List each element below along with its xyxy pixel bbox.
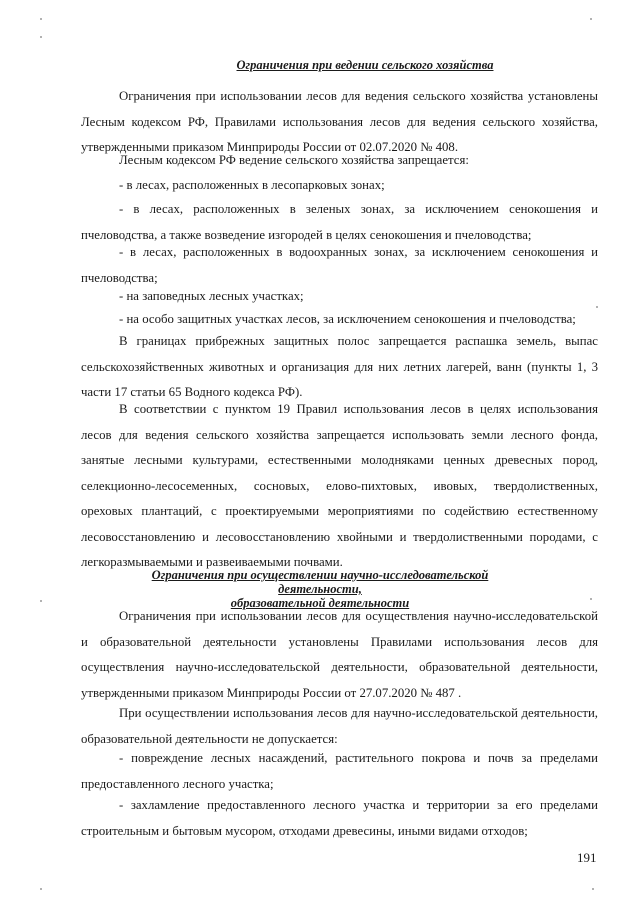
scan-speck xyxy=(40,18,42,20)
scan-speck xyxy=(592,888,594,890)
scan-speck xyxy=(596,306,598,308)
paragraph-agri-intro: Ограничения при использовании лесов для ведения сельского хозяйства установлены Лесным кодексом РФ, Правилами использования лесов для ведения сельского хозяйства, утвержденными приказом Минприроды России от 02.07.2020 № 408. xyxy=(81,89,598,154)
paragraph-coastal-strips: В границах прибрежных защитных полос запрещается распашка земель, выпас сельскохозяйственных животных и организация для них летних лагерей, ванн (пункты 1, 3 части 17 статьи 65 Водного кодекса РФ). xyxy=(81,334,598,399)
heading-line-1: Ограничения при осуществлении научно-исследовательской деятельности, xyxy=(151,568,489,596)
list-item: - в лесах, расположенных в водоохранных зонах, за исключением сенокошения и пчеловодства; xyxy=(81,245,598,285)
scan-speck xyxy=(590,18,592,20)
list-item: - в лесах, расположенных в зеленых зонах, за исключением сенокошения и пчеловодства, а также возведение изгородей в целях сенокошения и пчеловодства; xyxy=(81,202,598,242)
list-item: - в лесах, расположенных в лесопарковых зонах; xyxy=(119,178,385,192)
list-item: - захламление предоставленного лесного участка и территории за его пределами строительным и бытовым мусором, отходами древесины, иными видами отходов; xyxy=(81,798,598,838)
paragraph-research-intro: Ограничения при использовании лесов для осуществления научно-исследовательской и образовательной деятельности установлены Правилами использования лесов для осуществления научно-исследовательской деятельности, образовательной деятельности, утвержденными приказом Минприроды России от 27.07.2020 № 487 . xyxy=(81,609,598,700)
paragraph-agri-forbidden: Лесным кодексом РФ ведение сельского хозяйства запрещается: xyxy=(119,153,469,167)
list-item: - повреждение лесных насаждений, растительного покрова и почв за пределами предоставленного лесного участка; xyxy=(81,751,598,791)
scan-speck xyxy=(590,598,592,600)
heading-line-2: образовательной деятельности xyxy=(230,596,410,610)
list-item: - на заповедных лесных участках; xyxy=(119,289,304,303)
paragraph-research-forbidden: При осуществлении использования лесов для научно-исследовательской деятельности, образовательной деятельности не допускается: xyxy=(81,706,598,746)
scan-speck xyxy=(40,888,42,890)
scan-speck xyxy=(40,600,42,602)
section-heading-agriculture: Ограничения при ведении сельского хозяйства xyxy=(236,58,494,72)
scan-speck xyxy=(40,36,42,38)
list-item: - на особо защитных участках лесов, за исключением сенокошения и пчеловодства; xyxy=(119,312,576,326)
paragraph-rule-19: В соответствии с пунктом 19 Правил использования лесов в целях использования лесов для ведения сельского хозяйства запрещается использовать земли лесного фонда, занятые лесными культурами, естественными молодняками ценных древесных пород, селекционно-лесосеменных, сосновых, елово-пихтовых, ивовых, твердолиственных, ореховых плантаций, с проектируемыми мероприятиями по содействию естественному лесовосстановлению и лесовосстановлению хвойными и твердолиственными породами, с легкоразмываемыми и развеиваемыми почвами. xyxy=(81,402,598,569)
page-number: 191 xyxy=(577,850,597,865)
